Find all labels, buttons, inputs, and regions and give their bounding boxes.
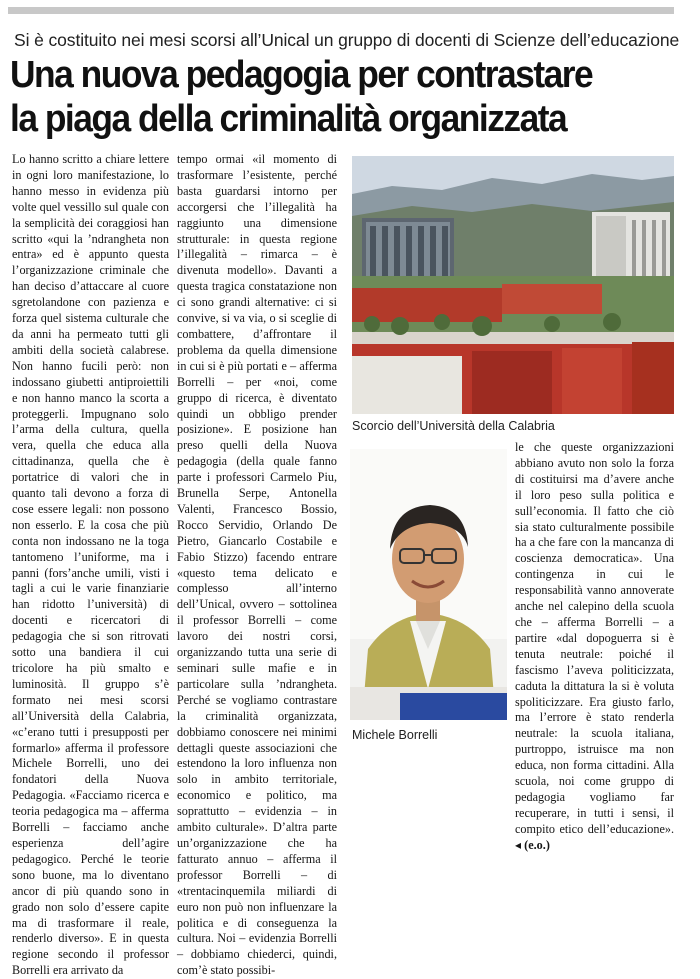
headline-line-2: la piaga della criminalità organizzata [10, 98, 567, 140]
campus-illustration [352, 156, 674, 414]
article-headline [10, 53, 633, 141]
body-column-2: tempo ormai «il momento di trasformare l’esistente, perché basta guardarsi intorno per accorgersi che l’illegalità ha raggiunto una dimensione strutturale: in questa regione l’illegalità – rimarca – è divenuta modello». Davanti a questa tragica constatazione non ci sono grandi alternative: ci si convive, si va via, o si sceglie di combattere, d’affrontare il problema da quella dimensione in cui si è più portati e – afferma Borrelli – per «noi, come gruppo di ricerca, è diventato quindi un obbligo prender posizione». E posizione han preso quelli della Nuova pedagogia (della quale fanno parte i professori Carmelo Piu, Brunella Serpe, Antonella Valenti, Francesco Bossio, Rocco Servidio, Orlando De Pietro, Giancarlo Costabile e Fabio Stizzo) facendo entrare «questo tema delicato e complesso all’interno dell’Unical, ovvero – sottolinea il professor Borrelli – come lavoro dei nostri corsi, organizzando tutta una serie di seminari sulle mafie e in particolare sulla ’ndrangheta. Perché se vogliamo contrastare la criminalità organizzata, dobbiamo conoscere nei minimi dettagli queste associazioni che estendono la loro influenza non solo in ambito territoriale, economico e politico, ma soprattutto – evidenzia – in ambito culturale». D’altra parte un’organizzazione che ha fatturato annuo – afferma il professor Borrelli – di «trentacinquemila miliardi di euro non può non influenzare la politica e di conseguenza la cultura. Noi – evidenzia Borrelli – dobbiamo chiederci, quindi, com’è stato possibi- [177, 152, 337, 978]
campus-photo-caption: Scorcio dell’Università della Calabria [352, 419, 555, 433]
portrait-illustration [350, 449, 507, 720]
headline-line-1: Una nuova pedagogia per contrastare [10, 54, 593, 96]
article-kicker: Si è costituito nei mesi scorsi all’Unical un gruppo di docenti di Scienze dell’educazione [14, 30, 680, 50]
column-3-text: le che queste organizzazioni abbiano avuto non solo la forza di costituirsi ma d’avere anche il loro peso sulla politica e sull’economia. Il fatto che ciò sia stato culturalmente possibile ha a che fare con la mancanza di coscienza democratica». Una contingenza in cui le responsabilità vanno annoverate anche nel calepino della scuola che – afferma Borrelli – a partire «dal dopoguerra si è tenuta neutrale: poiché il fascismo l’aveva politicizzata, caduta la dittatura la si è voluta spoliticizzare. Era giusto farlo, ma l’errore è stato renderla neutrale: la scuola italiana, purtroppo, istruisce ma non educa, non forma cittadini. Alla scuola, noi come gruppo di pedagogia vogliamo far recuperare, in tutti i sensi, il compito etico dell’educazione». ◂ [515, 440, 674, 852]
top-rule [8, 7, 674, 14]
campus-photo [352, 156, 674, 414]
portrait-photo-caption: Michele Borrelli [352, 728, 438, 742]
body-column-1: Lo hanno scritto a chiare lettere in ogni loro manifestazione, lo hanno messo in evidenza più volte quel vessillo sul quale con la semplicità dei coraggiosi han scritto «qui la ’ndrangheta non entra» ed è appunto questa l’organizzazione criminale che han deciso d’attaccare al cuore sgretolandone con pazienza e forza quel sistema culturale che da anni ha permeato tutti gli ambiti della società calabrese. Non hanno fucili però: non indossano giubetti antiproiettili e non hanno manco la scorta a proteggerli. Impugnano solo l’arma della cultura, quella vera, quella che educa alla cittadinanza, quella che è portatrice di valori che in quanto tali devono a forza di cose essere legali: non possono non esserlo. E la cosa che più conta non indossano ne la toga tantomeno l’uniforme, ma i panni (fors’anche umili, visti i tagli a cui le varie finanziarie han ridotto l’università) di docenti e ricercatori di pedagogia che si son ritrovati sotto una bandiera il cui tricolore ha più smalto e luminosità. Il gruppo s’è formato nei mesi scorsi all’Università della Calabria, «c’erano tutti i presupposti per formarlo» afferma il professore Michele Borrelli, uno dei fondatori della Nuova Pedagogia. «Facciamo ricerca e teoria pedagogica ma – afferma Borrelli – facciamo anche esperienza dell’agire pedagogico. Perché le teorie sono buone, ma lo diventano ancor di più quando sono in grado non solo d’essere capite ma di trasformare il reale, renderlo diverso». E in questa regione secondo il professor Borrelli era arrivato da [12, 152, 169, 978]
body-column-3 [515, 440, 674, 852]
author-signature: (e.o.) [524, 837, 550, 852]
portrait-photo [350, 449, 507, 720]
